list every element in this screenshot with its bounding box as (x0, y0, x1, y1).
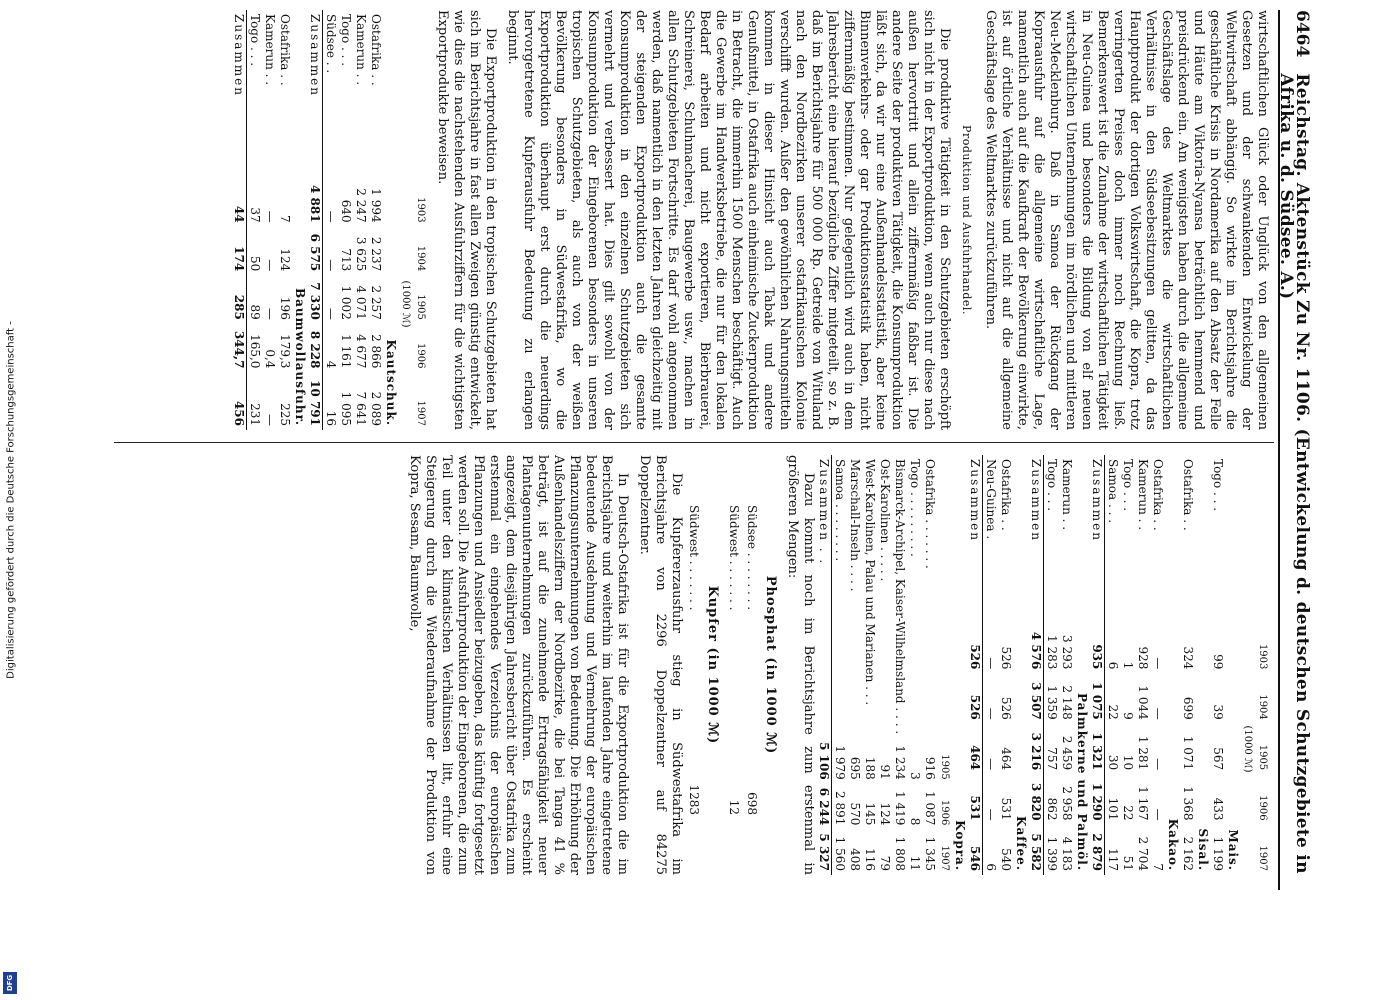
cell: 1 095 (339, 391, 353, 426)
cell: 408 (848, 848, 862, 871)
cell: 2 891 (833, 791, 847, 826)
cell: 3 293 (1060, 635, 1074, 670)
cell: 2 089 (369, 391, 383, 426)
row-label: Ost-Karolinen . . . . . (878, 459, 892, 582)
table-title: Palmkerne und Palmöl. (1075, 692, 1089, 871)
table-title: Kakao. (1166, 818, 1180, 871)
cell: 526 (967, 623, 983, 673)
cell: 1 560 (833, 836, 847, 871)
cell: 3 216 (1028, 724, 1044, 774)
table-row (862, 455, 877, 875)
cell: 2 459 (1060, 735, 1074, 771)
cell: 7 (278, 214, 292, 223)
cell: 1283 (687, 784, 701, 815)
table-row (877, 455, 892, 875)
table-row (832, 455, 848, 875)
cell: 526 (967, 673, 983, 723)
cell: 862 (1045, 797, 1059, 821)
row-label: Samoa . . . . . . . . (833, 459, 847, 562)
cell: 698 (745, 792, 759, 815)
year-header: 1903 (1257, 643, 1268, 670)
cell: 188 (863, 756, 877, 780)
cell: — (263, 210, 277, 223)
cell: 79 (878, 855, 892, 871)
cell: 89 (248, 304, 262, 320)
unit-label: (1000 ℳ) (1242, 725, 1253, 773)
unit-label: (1000 ℳ) (400, 280, 411, 328)
table-row (847, 455, 862, 875)
digitization-note (2, 0, 20, 1000)
list-item (726, 455, 742, 875)
table-row (907, 455, 922, 875)
cell: — (324, 210, 338, 223)
cell: 640 (339, 199, 353, 223)
cell: 916 (923, 756, 937, 780)
cell: 935 (1089, 623, 1105, 673)
kautschuk-table (231, 10, 428, 430)
cell: 116 (863, 848, 877, 871)
row-label: Kamerun . . (263, 14, 277, 86)
cell: 4 071 (354, 285, 368, 320)
cell: 5 582 (1028, 825, 1044, 875)
row-label: Togo . . . (248, 14, 262, 67)
row-label: Ostafrika . . (369, 14, 383, 86)
cell: 8 228 (307, 324, 323, 373)
dfg-logo-text: DFG (6, 974, 14, 992)
cell: 4 576 (1028, 623, 1044, 673)
cell: 531 (967, 774, 983, 824)
year-header: 1904 (1257, 694, 1268, 720)
cell: 225 (278, 403, 292, 426)
cell: — (1151, 808, 1165, 821)
cell: 1 808 (893, 836, 907, 871)
table-row (277, 10, 292, 430)
cell: — (984, 758, 998, 771)
cell: 6 244 (816, 784, 832, 830)
cell: 456 (231, 372, 247, 430)
cell: 7 641 (354, 391, 368, 426)
year-header: 1905 (1257, 744, 1268, 771)
cell: 1 994 (369, 188, 383, 223)
cell: — (1151, 707, 1165, 720)
row-label: Neu-Guinea . (984, 459, 998, 540)
cell: — (984, 707, 998, 720)
cell: — (263, 414, 277, 426)
cell: 1 234 (893, 745, 907, 780)
row-label: Zusammen . . (816, 455, 832, 738)
cell: 757 (1045, 747, 1059, 771)
table-row (323, 10, 339, 430)
cell: 1 044 (1136, 685, 1150, 720)
intro-paragraph: wirtschaftlichen Glück oder Unglück von den allgemeinen Gesetzen und der schwankenden Entwickelung der Weltwirtschaft abhängig. So wirkte im Berichtsjahre die geschäftliche Krisis in Nordamerika auf den Absatz der Felle und Häute am Viktoria-Nyansa beträchtlich hemmend und preisdrückend ein. Am wenigsten haben durch die allgemeine Geschäftslage des Weltmarktes die wirtschaftlichen Verhältnisse in den Südseebesitzungen gelitten, da das Hauptprodukt der dortigen Volkswirtschaft, die Kopra, trotz verringerten Preises doch immer noch Rechnung ließ. Bemerkenswert ist die Zunahme der wirtschaftlichen Tätigkeit in Neu-Guinea und besonders die Bildung von elf neuen wirtschaftlichen Unternehmungen im nördlichen und mittleren Neu-Mecklenburg. Daß in Samoa der Rückgang der Kopraausfuhr auf die allgemeine wirtschaftliche Lage, namentlich auch auf die Kaufkraft der Bevölkerung einwirkte, ist auf örtliche Verhältnisse und nicht auf die allgemeine Geschäftslage des Weltmarktes zurückzuführen. (983, 10, 1270, 430)
cell: 2 148 (1060, 685, 1074, 720)
year-header: 1905 (939, 754, 950, 780)
cell: 546 (967, 825, 983, 875)
sum-row (816, 455, 832, 875)
cell: 51 (1121, 855, 1135, 871)
cell: 2 866 (369, 334, 383, 369)
cell: 50 (248, 255, 262, 272)
cell: 540 (999, 848, 1013, 871)
cell: 4 881 (307, 178, 323, 227)
table-row (353, 10, 368, 430)
cell: 101 (1106, 797, 1120, 821)
table-title: Mais. (1226, 829, 1240, 871)
cell: 526 (999, 696, 1013, 720)
cell: 124 (278, 248, 292, 272)
cell: 3 625 (354, 236, 368, 272)
sum-row (307, 10, 323, 430)
cell: 3 (908, 772, 922, 780)
cell: 1 290 (1089, 774, 1105, 824)
section-subhead: Produktion und Ausfuhrhandel. (960, 125, 973, 315)
cell: — (263, 307, 277, 320)
cell: 285 (231, 275, 247, 324)
cell: 37 (248, 207, 262, 223)
cell: 1 167 (1136, 786, 1150, 821)
cell: 5 106 (816, 738, 832, 784)
table-row (262, 10, 277, 430)
cell: 6 575 (307, 227, 323, 276)
cell: — (1151, 657, 1165, 670)
cell: 531 (999, 797, 1013, 821)
row-label: Zusammen (307, 10, 323, 178)
cell: 4 (324, 360, 338, 369)
cell: 8 (908, 817, 922, 826)
cell: 5 327 (816, 829, 832, 875)
years-header-row (937, 455, 952, 875)
cell: 174 (231, 227, 247, 276)
years-header-row (1255, 455, 1270, 875)
cell: 928 (1136, 646, 1150, 670)
row-label: Ostafrika . . (1151, 459, 1165, 531)
table-title: Kopra. (953, 820, 967, 871)
row-label: Kamerun . . (1060, 459, 1074, 531)
row-label: Bismarck-Archipel, Kaiser-Wilhelmsland . . . . (893, 459, 907, 735)
cell: 1 345 (923, 836, 937, 871)
paragraph-new-exports: Dazu kommt noch im Berichtsjahre zum erstenmal in größeren Mengen: (785, 455, 816, 875)
row-label: Südsee . . . . . . . . (745, 505, 759, 611)
cell: 2 704 (1136, 836, 1150, 871)
cell: 1 979 (833, 745, 847, 780)
table-row (247, 10, 263, 430)
right-column (110, 455, 1270, 875)
row-label: Zusammen (231, 10, 247, 178)
cell: 324 (1181, 646, 1195, 670)
cell: 1 161 (339, 334, 353, 369)
cell: 99 (1211, 654, 1225, 670)
table-row (338, 10, 353, 430)
left-column (110, 10, 1270, 430)
cell: 44 (231, 178, 247, 227)
cell: 117 (1106, 848, 1120, 871)
cell: 7 (1151, 863, 1165, 871)
year-header: 1905 (415, 294, 426, 320)
year-header: 1906 (939, 799, 950, 826)
column-divider (114, 442, 1274, 443)
cell: — (984, 808, 998, 821)
cell: 6 (984, 863, 998, 871)
cell: 39 (1211, 704, 1225, 720)
row-label: Ostafrika . . . . . . . (923, 459, 937, 569)
cell: 3 507 (1028, 673, 1044, 723)
table-row (368, 10, 383, 430)
document-page (100, 10, 1310, 890)
cell: 1 281 (1136, 735, 1150, 771)
digitization-note-text: Digitalisierung gefördert durch die Deutsche Forschungsgemeinschaft - (5, 321, 17, 679)
table-title: Kautschuk. (384, 339, 398, 426)
cell: — (984, 657, 998, 670)
cell: 16 (324, 410, 338, 426)
list-item (744, 455, 760, 875)
sum-row (1028, 455, 1044, 875)
cell: — (263, 259, 277, 272)
table-title: Phosphat (in 1000 ℳ) (763, 575, 778, 755)
cell: 12 (727, 799, 741, 815)
year-header: 1907 (939, 845, 950, 871)
year-header: 1907 (415, 400, 426, 426)
page-number: 6464 (1292, 10, 1312, 58)
sum-row (1089, 455, 1105, 875)
year-header: 1903 (415, 197, 426, 223)
cell: 2 879 (1089, 825, 1105, 875)
row-label: Marschall-Inseln . . . . (848, 459, 862, 592)
cell: — (324, 259, 338, 272)
year-header: 1906 (415, 342, 426, 369)
cell: 145 (863, 802, 877, 826)
table-row (1180, 455, 1195, 875)
cell: 699 (1181, 696, 1195, 720)
cell: 713 (339, 248, 353, 272)
cell: 231 (248, 403, 262, 426)
row-label: Togo . . . . . . . . . (908, 459, 922, 557)
cell: 567 (1211, 747, 1225, 771)
table-row (1210, 455, 1225, 875)
crops-table (967, 455, 1270, 875)
table-title: Kupfer (in 1000 ℳ) (705, 585, 720, 745)
cell: 3 820 (1028, 774, 1044, 824)
cell: 1 399 (1045, 836, 1059, 871)
dfg-logo (3, 972, 17, 994)
sum-row (231, 10, 247, 430)
cell: 2 257 (369, 285, 383, 320)
page-header (1278, 10, 1310, 890)
cell: — (1151, 758, 1165, 771)
row-label: Zusammen (1089, 455, 1105, 623)
cell: 433 (1211, 797, 1225, 821)
table-row (983, 455, 999, 875)
year-header: 1904 (415, 245, 426, 272)
cell: 1 075 (1089, 673, 1105, 723)
row-label: Togo . . . (1045, 459, 1059, 512)
table-row (998, 455, 1013, 875)
row-label: Samoa . . . (1106, 459, 1120, 524)
row-label: Südwest . . . . . . . (727, 505, 741, 611)
table-row (1150, 455, 1165, 875)
row-label: Südsee . . (324, 14, 338, 74)
row-label: Kamerun . . (354, 14, 368, 86)
cell: 464 (967, 724, 983, 774)
cell: 179,3 (278, 334, 292, 369)
cell: 91 (878, 764, 892, 780)
cell: 1 321 (1089, 724, 1105, 774)
row-label: Südwest . . . . . . . (687, 505, 701, 611)
cell: 1 368 (1181, 786, 1195, 821)
cell: 1 419 (893, 791, 907, 826)
cell: — (324, 307, 338, 320)
cell: 0,4 (263, 349, 277, 369)
paragraph-copper: Die Kupfererzausfuhr stieg in Südwestafrika im Berichtsjahre von 2296 Doppelzentner auf 84275 Doppelzentner. (637, 455, 684, 875)
cell: 30 (1106, 754, 1120, 771)
list-item (686, 455, 702, 875)
cell: 1 (1121, 661, 1135, 670)
cell: 10 791 (307, 372, 323, 430)
cell: 464 (999, 747, 1013, 771)
cell: 196 (278, 296, 292, 320)
row-label: Zusammen (1028, 455, 1044, 623)
cell: 4 677 (354, 334, 368, 369)
paragraph-export: Die Exportproduktion in den tropischen Schutzgebieten hat sich im Berichtsjahre in fast allen Zweigen günstig entwickelt, wie dies die nachstehenden Ausfuhrziffern für die wichtigsten Exportprodukte beweisen. (435, 10, 498, 430)
row-label: Togo . . . (339, 14, 353, 67)
year-header: 1907 (1257, 845, 1268, 871)
row-label: Kamerun . . (1136, 459, 1150, 531)
cell: 6 (1106, 661, 1120, 670)
table-row (1105, 455, 1121, 875)
cell: 1 087 (923, 791, 937, 826)
paragraph-ostafrika: In Deutsch-Ostafrika ist für die Exportproduktion die im Berichtsjahre und weiterhin im laufenden Jahre eingetretene bedeutende Ausdehnung und Vermehrung der europäischen Pflanzungsunternehmungen von Bedeutung. Die Erhöhung der Außenhandelsziffern der Nordbezirke, die bei Tanga 41 % beträgt, ist auf die zunehmende Ertragsfähigkeit neuer Plantagenunternehmungen zurückzuführen. Es erscheint angezeigt, dem diesjährigen Jahresbericht über Ostafrika zum erstenmal ein eingehendes Verzeichnis der europäischen Pflanzungen und Ansiedler beizugeben, das künftig fortgesetzt werden soll. Die Ausfuhrproduktion der Eingeborenen, die zum Teil unter den klimatischen Verhältnissen litt, erfuhr eine Steigerung durch die Wiederaufnahme der Produktion von Kopra, Sesam, Baumwolle, (407, 455, 630, 875)
cell: 1 359 (1045, 685, 1059, 720)
years-header-row (413, 10, 428, 430)
row-label: Togo . . . (1211, 459, 1225, 512)
cell: 165,0 (248, 334, 262, 369)
row-label: Ostafrika . . (999, 459, 1013, 531)
cell: 2 162 (1181, 836, 1195, 871)
cell: 2 237 (369, 236, 383, 272)
cell: 10 (1121, 754, 1135, 771)
cell: 344,7 (231, 324, 247, 373)
row-label: Zusammen (967, 455, 983, 623)
table-row (1135, 455, 1150, 875)
table-title: Kaffee. (1014, 816, 1028, 871)
page-title: Reichstag. Aktenstück Zu Nr. 1106. (Entwickelung d. deutschen Schutzgebiete in Afrika u. d. Südsee. A.) (1276, 73, 1312, 874)
table-title: Baumwollausfuhr. (293, 287, 307, 426)
cell: 4 183 (1060, 836, 1074, 871)
cell: 124 (878, 802, 892, 826)
table-row (922, 455, 937, 875)
cell: 695 (848, 756, 862, 780)
table-row (1044, 455, 1060, 875)
cell: 570 (848, 802, 862, 826)
cell: 22 (1121, 805, 1135, 821)
paragraph-production: Die produktive Tätigkeit in den Schutzgebieten erschöpft sich nicht in der Exportproduktion, wenn auch nur diese nach außen hervortritt und allein ziffernmäßig faßbar ist. Die andere Seite der produktiven Tätigkeit, die Konsumproduktion läßt sich, da wir nur eine Außenhandelsstatistik, aber keine Binnenverkehrs- oder gar Produktionsstatistik haben, nicht ziffernmäßig bestimmen. Nur gelegentlich wird auch in dem Jahresbericht eine hierauf bezügliche Ziffer mitgeteilt, so z. B. daß im Berichtsjahre für 500 000 Rp. Getreide von Wituland nach den Nordbezirken unserer ostafrikanischen Kolonie verschifft wurden. Außer den gewöhnlichen Nahrungsmitteln kommen in dieser Hinsicht auch Tabak und andere Genußmittel, in Ostafrika auch einheimische Zuckerproduktion in Betracht, die immerhin 1500 Menschen beschäftigt. Auch die Gewerbe im Handwerksbetriebe, die nur für den lokalen Bedarf arbeiten und nicht exportieren, Bierbrauerei, Schreinerei, Schuhmacherei, Baugewerbe usw., machen in allen Schutzgebieten Fortschritte. Es darf wohl angenommen werden, daß namentlich in den letzten Jahren gleichzeitig mit der steigenden Exportproduktion auch die gesamte Konsumproduktion in den einzelnen Schutzgebieten sich vermehrt und verbessert hat. Dies gilt sowohl von der Konsumproduktion der Eingeborenen besonders in unseren tropischen Schutzgebieten, als auch von der weißen Bevölkerung besonders in Südwestafrika, wo die Exportproduktion überhaupt erst durch die neuerdings hervorgetretene Kupferausfuhr Bedeutung zu erlangen beginnt. (505, 10, 952, 430)
row-label: Togo . . . (1121, 459, 1135, 512)
table-row (1059, 455, 1074, 875)
cell: 2 958 (1060, 786, 1074, 821)
row-label: Ostafrika . . (278, 14, 292, 86)
cell: 1 199 (1211, 836, 1225, 871)
cell: 9 (1121, 712, 1135, 720)
cell: 1 071 (1181, 735, 1195, 771)
cell: 11 (908, 855, 922, 871)
year-header: 1906 (1257, 795, 1268, 821)
sum-row (967, 455, 983, 875)
kopra-table (816, 455, 967, 875)
cell: 2 247 (354, 188, 368, 223)
cell: 526 (999, 646, 1013, 670)
cell: 1 283 (1045, 635, 1059, 670)
row-label: Ostafrika . . (1181, 459, 1195, 531)
row-label: West-Karolinen, Palau und Marianen . . . (863, 459, 877, 706)
table-row (1120, 455, 1135, 875)
cell: 7 330 (307, 275, 323, 324)
table-row (892, 455, 907, 875)
cell: 22 (1106, 704, 1120, 720)
cell: 1 002 (339, 285, 353, 320)
table-title: Sisal. (1196, 828, 1210, 871)
